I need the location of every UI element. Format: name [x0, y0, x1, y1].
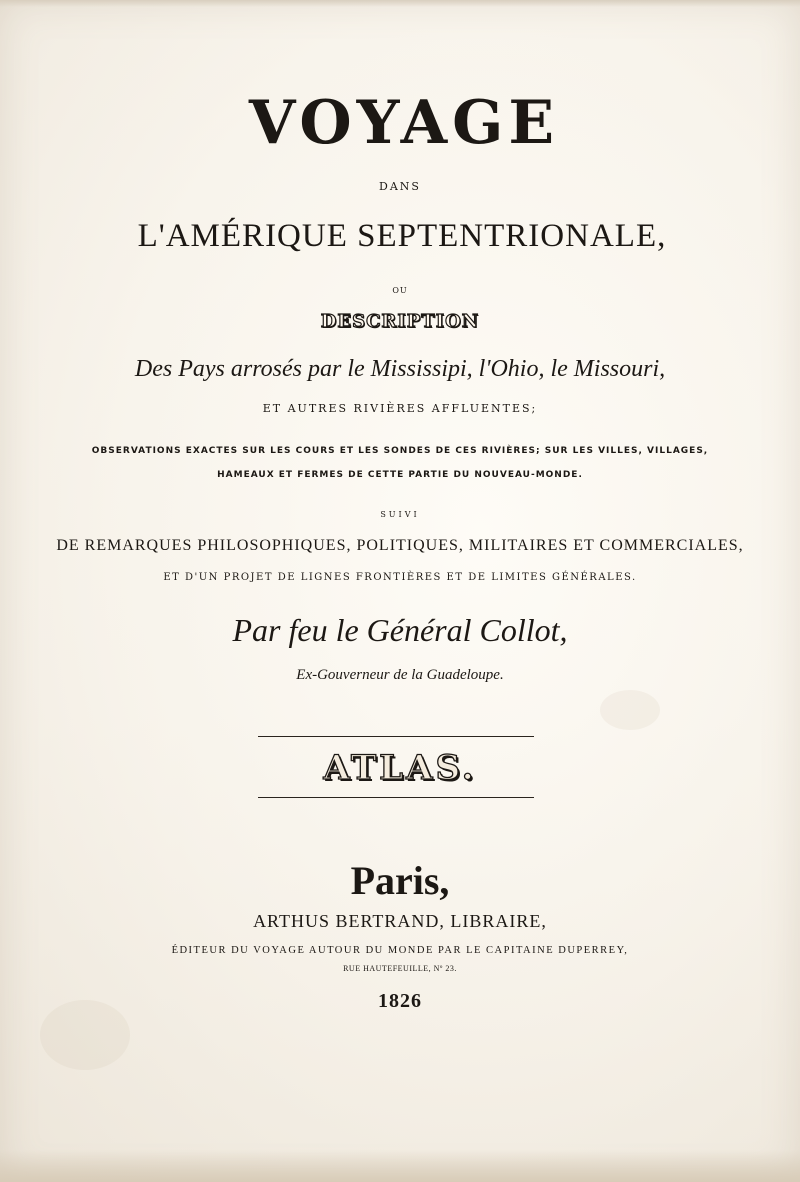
author-title-line: Ex-Gouverneur de la Guadeloupe. — [296, 667, 504, 683]
imprint-editeur: ÉDITEUR DU VOYAGE AUTOUR DU MONDE PAR LE CAPITAINE DUPERREY, — [171, 945, 629, 956]
rivers-line: Des Pays arrosés par le Mississipi, l'Ohio, le Missouri, — [134, 356, 666, 382]
imprint-year: 1826 — [378, 990, 422, 1012]
atlas-heading: ATLAS. — [323, 748, 477, 788]
connector-ou: OU — [392, 286, 408, 295]
observations-line-1: OBSERVATIONS EXACTES SUR LES COURS ET LES SONDES DE CES RIVIÈRES; SUR LES VILLES, VILLAGES, — [91, 446, 709, 456]
connector-dans: DANS — [379, 180, 421, 193]
projet-line: ET D'UN PROJET DE LIGNES FRONTIÈRES ET DE LIMITES GÉNÉRALES. — [163, 572, 637, 583]
book-title: VOYAGE — [248, 88, 560, 158]
imprint-publisher: ARTHUS BERTRAND, LIBRAIRE, — [253, 911, 547, 931]
imprint-city: Paris, — [350, 858, 450, 903]
paper-stain — [600, 690, 660, 730]
book-subtitle: L'AMÉRIQUE SEPTENTRIONALE, — [137, 218, 667, 254]
author-line: Par feu le Général Collot, — [232, 612, 568, 648]
remarques-line: DE REMARQUES PHILOSOPHIQUES, POLITIQUES, MILITAIRES ET COMMERCIALES, — [56, 537, 744, 554]
imprint-address: RUE HAUTEFEUILLE, Nº 23. — [343, 964, 457, 973]
affluentes-line: ET AUTRES RIVIÈRES AFFLUENTES; — [262, 402, 538, 415]
page-bottom-edge — [0, 1150, 800, 1182]
connector-suivi: SUIVI — [380, 510, 420, 519]
atlas-rule-top — [258, 736, 534, 737]
description-heading: DESCRIPTION — [320, 311, 480, 332]
page-top-edge — [0, 0, 800, 7]
observations-line-2: HAMEAUX ET FERMES DE CETTE PARTIE DU NOUVEAU-MONDE. — [217, 470, 583, 480]
atlas-rule-bottom — [258, 797, 534, 798]
